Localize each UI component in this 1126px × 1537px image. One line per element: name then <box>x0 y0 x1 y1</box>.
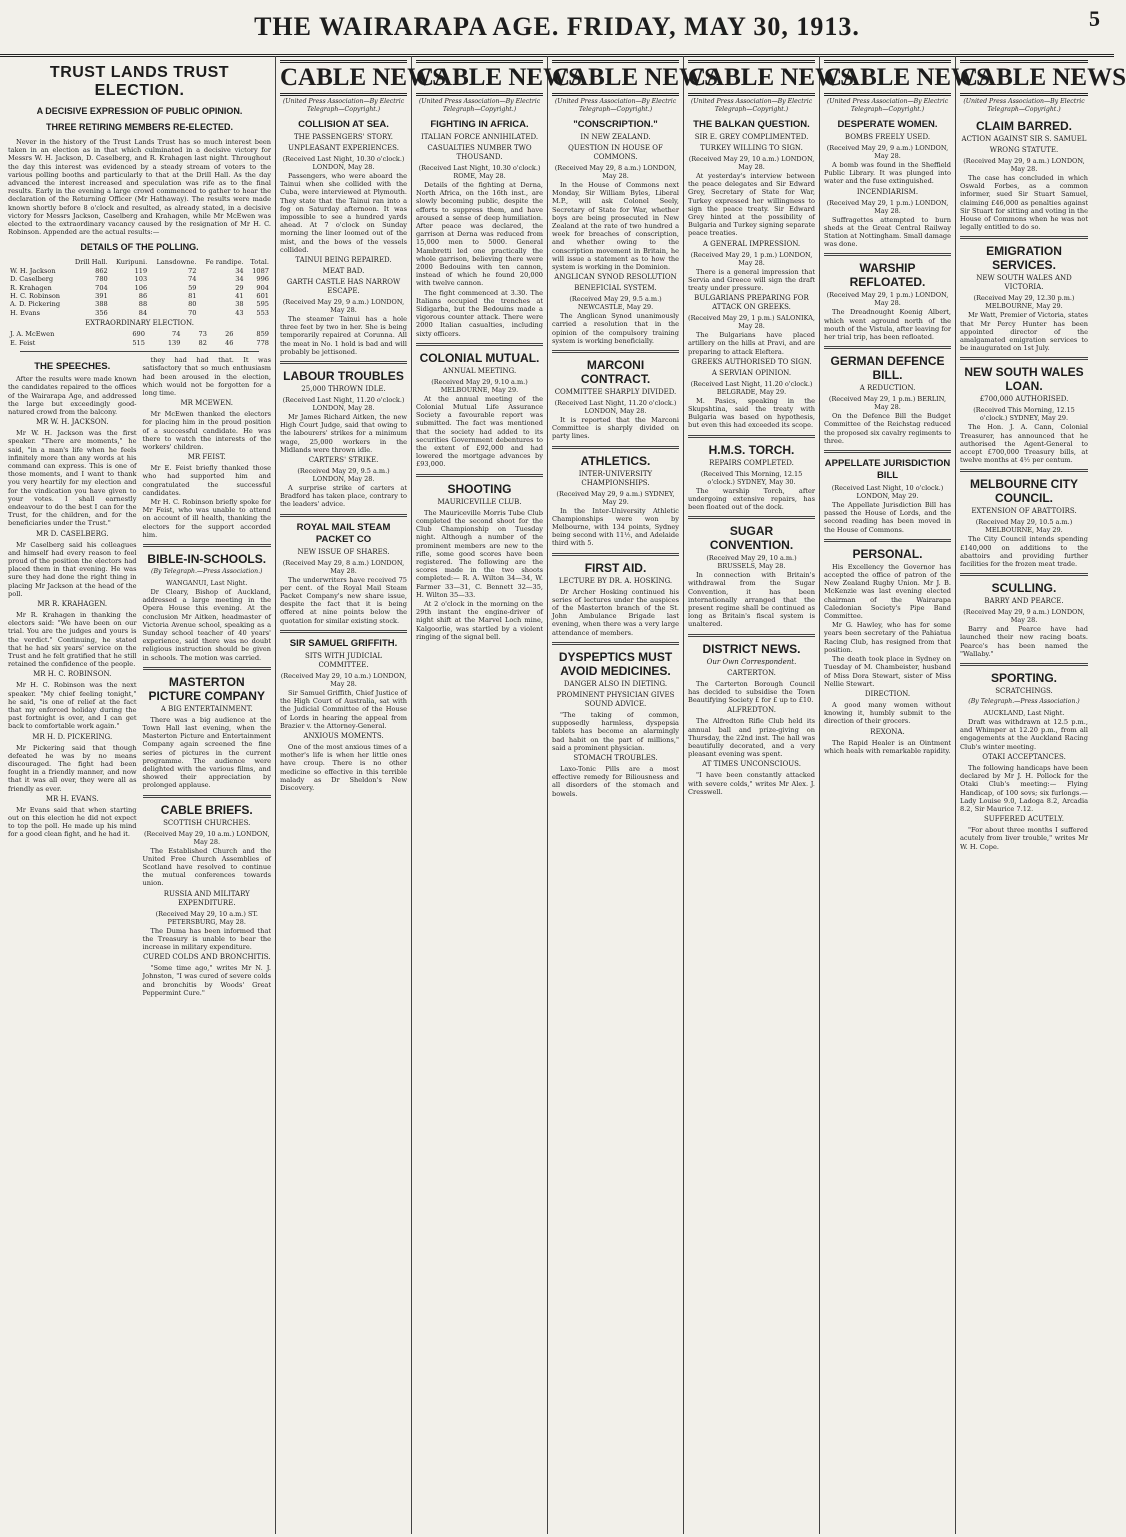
sub-heading: EXTENSION OF ABATTOIRS. <box>971 507 1077 516</box>
paragraph: The Dreadnought Koenig Albert, which went aground north of the mouth of the Vistula, after leaving for her trial trip, has been refloated. <box>824 308 951 342</box>
column-cable-3 <box>548 56 719 1534</box>
sub-heading: A SERVIAN OPINION. <box>711 368 792 377</box>
paragraph: Suffragettes attempted to burn sheds at the Great Central Railway Station at Nottingham. Small damage was done. <box>824 215 951 249</box>
paragraph: The Duma has been informed that the Treasury is unable to bear the increase in military expenditure. <box>142 926 271 952</box>
table-row: D. Caselberg 780 103 74 34 996 <box>10 275 269 284</box>
sub-heading: RUSSIA AND MILITARY EXPENDITURE. <box>163 889 250 907</box>
sub-heading: ANXIOUS MOMENTS. <box>303 731 384 740</box>
dateline: (Received Last Night, 11.20 o'clock.) LONDON, May 28. <box>554 399 677 416</box>
paragraph: After the results were made known the candidates repaired to the offices of the Wairarapa Age, and addressed the large but exceedingly good-natured crowd from the balcony. <box>8 375 137 416</box>
paragraph: His Excellency the Governor has accepted the office of patron of the New Zealand Rugby Union. Mr J. B. McKenzie was last evening elected chairman of the Wairarapa Caledonian Society's Pipe Band Committee. <box>824 562 951 621</box>
paragraph: At yesterday's interview between the peace delegates and Sir Edward Grey, Secretary of State for War, Turkey expressed her willingness to sign the peace treaty. Sir Edward Grey hinted at the possibility of Bulgaria and Turkey signing separate peace treaties. <box>688 172 815 238</box>
credit-line: (United Press Association—By Electric Telegraph—Copyright.) <box>282 98 405 113</box>
dateline: (Received Last Night, 10.30 o'clock.) ROME, May 28. <box>418 164 541 180</box>
cable-news-heading: CABLE NEWS <box>416 60 543 96</box>
dateline: AUCKLAND, Last Night. <box>983 709 1065 718</box>
sub-heading: ANNUAL MEETING. <box>442 366 517 375</box>
sub-heading: SCOTTISH CHURCHES. <box>163 818 251 827</box>
paragraph: Mr G. Hawley, who has for some years been secretary of the Pahiatua Racing Club, has resigned from that position. <box>824 621 951 654</box>
sub-heading: MEAT BAD. <box>322 267 365 276</box>
paragraph: Mr Caselberg said his colleagues and himself had every reason to feel proud of the position the electors had placed them in that evening. He was sure they had done the right thing in placing Mr Jackson at the head of the poll. <box>8 540 137 598</box>
article-subtitle: A DECISIVE EXPRESSION OF PUBLIC OPINION. <box>36 106 243 116</box>
dateline: (Received May 29, 1 p.m.) LONDON, May 28. <box>690 250 813 267</box>
dateline: (Received May 29, 10 a.m.) ST. PETERSBURG, May 28. <box>155 909 258 926</box>
section-heading: DYSPEPTICS MUST AVOID MEDICINES. <box>558 649 673 678</box>
paragraph: The fight commenced at 3.30. The Italians occupied the trenches at Sidigarba, but the Bedouins made a vigorous counter attack. There were 2000 Italian casualties, including sixty officers. <box>416 288 543 338</box>
dateline: (Received Last Night, 10.30 o'clock.) LONDON, May 28. <box>282 155 405 171</box>
sub-heading: QUESTION IN HOUSE OF COMMONS. <box>568 144 663 161</box>
paragraph: The Appellate Jurisdiction Bill has passed the House of Lords, and the second reading has been moved in the House of Commons. <box>824 501 951 534</box>
section-heading: H.M.S. TORCH. <box>708 442 795 457</box>
sub-heading: BOMBS FREELY USED. <box>844 133 931 141</box>
sub-heading: UNPLEASANT EXPERIENCES. <box>288 144 399 152</box>
section-heading: SUGAR CONVENTION. <box>709 524 794 553</box>
dateline: (Received May 29, 10 a.m.) LONDON, May 28. <box>280 671 407 688</box>
paragraph: The Hon. J. A. Cann, Colonial Treasurer, has announced that he authorised the Agent-General to accept £700,000 Treasury bills, at twelve months at 4½ per centum. <box>960 423 1088 465</box>
sub-heading: STOMACH TROUBLES. <box>573 753 658 762</box>
paragraph: Mr H. C. Robinson was the next speaker. "My chief feeling tonight," he said, "is one of relief at the fact that my enforced holiday during the past fortnight is over, and I can get back to comfortable work again." <box>8 681 137 731</box>
sub-heading: SUFFERED ACUTELY. <box>984 815 1064 824</box>
section-heading: MELBOURNE CITY COUNCIL. <box>970 477 1078 506</box>
paragraph: In connection with Britain's withdrawal from the Sugar Convention, it has been internationally arranged that the present regime shall be continued as long as Britain's fiscal system is unaltered. <box>688 571 815 629</box>
dateline: (Received May 29, 10 a.m.) LONDON, May 28. <box>688 155 815 171</box>
sub-heading: A REDUCTION. <box>859 384 916 393</box>
sub-heading: BARRY AND PEARCE. <box>984 597 1064 606</box>
section-heading: MARCONI CONTRACT. <box>580 358 651 387</box>
column-cable-4 <box>684 56 855 1534</box>
sub-heading: GARTH CASTLE HAS NARROW ESCAPE. <box>286 278 401 296</box>
section-heading: ATHLETICS. <box>580 453 651 468</box>
paragraph: Mr E. Feist briefly thanked those who had supported him and congratulated the successful candidates. <box>142 464 271 497</box>
paragraph: Mr McEwen thanked the electors for placing him in the proud position of a successful candidate. He was there to watch the interests of the workers' children. <box>142 410 271 451</box>
sub-heading: TAINUI BEING REPAIRED. <box>295 256 392 265</box>
dateline: (Received May 29, 9 a.m.) LONDON, May 28. <box>963 608 1085 625</box>
dateline: (Received May 29, 9 a.m.) SYDNEY, May 29. <box>556 489 675 506</box>
column-cable-1 <box>276 56 447 1534</box>
sub-heading: NEW SOUTH WALES AND VICTORIA. <box>976 274 1072 292</box>
sub-heading: CURED COLDS AND BRONCHITIS. <box>142 953 271 962</box>
section-heading: COLLISION AT SEA. <box>298 119 389 130</box>
dateline: (Received May 29, 1 p.m.) LONDON, May 28. <box>826 291 949 308</box>
table-header: Drill Hall. Kuripuni. Lansdowne. Fe randipe. Total. <box>74 258 269 267</box>
section-heading: MASTERTON PICTURE COMPANY <box>148 674 265 703</box>
sub-heading: BENEFICIAL SYSTEM. <box>574 284 657 293</box>
section-heading: DESPERATE WOMEN. <box>837 119 938 130</box>
column-cable-6 <box>956 56 1126 1534</box>
column-cable-2 <box>412 56 583 1534</box>
section-heading: CLAIM BARRED. <box>976 119 1072 133</box>
newspaper-title: THE WAIRARAPA AGE. FRIDAY, MAY 30, 1913. <box>254 12 860 41</box>
paragraph: On the Defence Bill the Budget Committee of the Reichstag reduced the proposed six cavalry regiments to three. <box>824 412 951 445</box>
dateline: (Received May 29, 9 a.m.) LONDON, May 28. <box>282 298 405 315</box>
dateline: (Received May 29, 1 p.m.) LONDON, May 28. <box>826 198 949 215</box>
paragraph: A bomb was found in the Sheffield Public Library. It was plunged into water and the fuse extinguished. <box>824 161 951 186</box>
sub-heading: INTER-UNIVERSITY CHAMPIONSHIPS. <box>578 469 653 487</box>
dateline: (Received May 29, 9 a.m.) LONDON, May 28. <box>826 144 949 160</box>
sub-heading: NEW ISSUE OF SHARES. <box>297 547 390 556</box>
speeches-right <box>143 356 272 998</box>
section-heading: WARSHIP REFLOATED. <box>849 261 926 290</box>
paragraph: M. Pasics, speaking in the Skupshtina, said the treaty with Bulgaria was based on hypothesis, but even this had exceeded its scope. <box>688 396 815 430</box>
sub-heading: ALFREDTON. <box>727 706 776 715</box>
sub-heading: AT TIMES UNCONSCIOUS. <box>702 760 801 769</box>
speeches-columns <box>8 356 271 998</box>
credit-line: (United Press Association—By Electric Telegraph—Copyright.) <box>826 98 949 113</box>
section-heading: APPELLATE JURISDICTION BILL <box>824 458 951 482</box>
paragraph: The Bulgarians have placed artillery on the hills at Pravi, and are preparing to attack Eleftera. <box>688 331 815 356</box>
paragraph: A good many women without knowing it, humbly submit to the direction of their grocers. <box>824 700 951 726</box>
paragraph: In the House of Commons next Monday, Sir William Byles, Liberal M.P., will ask Colonel Seely, Secretary of State for War, whether boys are being prosecuted in New Zealand at the rate of two hundred a week for breaches of conscription, and whether owing to the conscription movement in Britain, he will issue a statement as to how the system is working in the Dominion. <box>552 181 679 272</box>
dateline: (Received May 29, 9.5 a.m.) LONDON, May 28. <box>297 467 390 484</box>
sub-heading: £700,000 AUTHORISED. <box>979 395 1069 404</box>
credit-line: (United Press Association—By Electric Telegraph—Copyright.) <box>418 98 541 113</box>
paragraph: Passengers, who were aboard the Tainui when she collided with the Cuba, were interviewed at Plymouth. They state that the Tainui ran into a fog on Saturday afternoon. It was impossible to see a hundred yards ahead. At 7 o'clock on Sunday morning the liner loomed out of the mist, and the bows of the vessels collided. <box>280 172 407 254</box>
credit-line: (United Press Association—By Electric Telegraph—Copyright.) <box>963 98 1085 113</box>
paragraph: The Alfredton Rifle Club held its annual ball and prize-giving on Thursday, the 22nd inst. The hall was beautifully decorated, and a very pleasant evening was spent. <box>688 717 815 759</box>
paragraph: There is a general impression that Servia and Greece will sign the draft treaty under pressure. <box>688 267 815 293</box>
paragraph: At the annual meeting of the Colonial Mutual Life Assurance Society a favourable report was submitted. The fact was mentioned that the society had added to its securities Government debentures to the extent of £92,000 and had lowered the mortgage advances by £93,000. <box>416 394 543 469</box>
paragraph: Mr Evans said that when starting out on this election he did not expect to top the poll. He made up his mind for a good clean fight, and he had it. <box>8 805 137 839</box>
paragraph: Barry and Pearce have had launched their new racing boats. Pearce's has been named the "Wallaby." <box>960 625 1088 658</box>
section-heading: SCULLING. <box>991 581 1057 596</box>
paragraph: There was a big audience at the Town Hall last evening, when the Masterton Picture and Entertainment Company again screened the fine series of pictures in the current programme. The audience were delighted with the various films, and showed their appreciation by prolonged applause. <box>142 715 271 790</box>
paragraph: Mr James Richard Aitken, the new High Court Judge, said that owing to the labourers' strikes for a minimum wage, 25,000 workers in the Midlands were thrown idle. <box>280 413 407 454</box>
paragraph: One of the most anxious times of a mother's life is when her little ones have croup. There is no other medicine so effective in this terrible malady as Dr Sheldon's New Discovery. <box>280 742 407 792</box>
dateline: (Received Last Night, 11.20 o'clock.) BELGRADE, May 29. <box>690 379 813 396</box>
paragraph: "The taking of common, supposedly harmless, dyspepsia tablets has become an alarmingly bad habit on the part of millions," said a prominent physician. <box>552 710 679 752</box>
paragraph: "Some time ago," writes Mr N. J. Johnston, "I was cured of severe colds and bronchitis by Woods' Great Peppermint Cure." <box>142 964 271 997</box>
sub-heading: ANGLICAN SYNOD RESOLUTION <box>554 273 677 282</box>
sub-heading: THE PASSENGERS' STORY. <box>293 133 394 141</box>
sub-heading: LECTURE BY DR. A. HOSKING. <box>558 576 673 585</box>
paragraph: The warship Torch, after undergoing extensive repairs, has been floated out of the dock. <box>688 486 815 512</box>
section-heading: CABLE BRIEFS. <box>160 802 253 817</box>
credit-line: (United Press Association—By Electric Telegraph—Copyright.) <box>690 98 813 113</box>
dateline: (Received Last Night, 11.20 o'clock.) LONDON, May 28. <box>282 396 405 413</box>
sub-heading: COMMITTEE SHARPLY DIVIDED. <box>554 388 677 397</box>
credit-line: (By Telegraph.—Press Association.) <box>968 698 1080 706</box>
paragraph: Laxo-Tonic Pills are a most effective remedy for Biliousness and all disorders of the stomach and bowels. <box>552 764 679 798</box>
section-heading: NEW SOUTH WALES LOAN. <box>964 365 1084 394</box>
columns <box>4 56 1126 1534</box>
paragraph: The case has concluded in which Oswald Forbes, as a common informer, sued Sir Stuart Samuel, claiming £46,000 as penalties against Sir Stuart for sitting and voting in the House of Commons when he was not legally entitled to do so. <box>960 174 1088 232</box>
cable-news-heading: CABLE NEWS <box>552 60 679 96</box>
section-heading: ROYAL MAIL STEAM PACKET CO <box>296 521 391 545</box>
sub-heading: ACTION AGAINST SIR S. SAMUEL <box>961 135 1087 143</box>
paragraph: Dr Archer Hosking continued his series of lectures under the auspices of the Masterton branch of the St. John Ambulance Brigade last evening, when there was a very large attendance of members. <box>552 587 679 637</box>
dateline: (Received May 29, 8 a.m.) LONDON, May 28. <box>554 164 677 180</box>
extraordinary-title: EXTRAORDINARY ELECTION. <box>85 319 194 328</box>
paragraph: The Anglican Synod unanimously carried a resolution that in the opinion of the compulsory training system is working beneficially. <box>552 312 679 345</box>
speaker-heading: MR R. KRAHAGEN. <box>37 599 108 608</box>
section-heading: THE SPEECHES. <box>34 361 111 373</box>
speaker-heading: MR FEIST. <box>187 453 226 462</box>
extraordinary-table <box>8 330 271 347</box>
table-row: E. Feist 515 139 82 46 778 <box>10 338 269 347</box>
speaker-heading: MR D. CASELBERG. <box>35 529 109 538</box>
sub-heading: BULGARIANS PREPARING FOR ATTACK ON GREEKS. <box>694 294 809 312</box>
paragraph: Dr Cleary, Bishop of Auckland, addressed a large meeting in the Opera House this evening. At the conclusion Mr Aitken, headmaster of Victoria Avenue school, speaking as a Sunday school teacher of 40 years' experience, said there was no doubt religious instruction should be given in schools. The motion was carried. <box>142 587 271 662</box>
sub-heading: CARTERTON. <box>727 668 776 677</box>
column-cable-5 <box>820 56 991 1534</box>
dateline: (Received May 29, 9 a.m.) LONDON, May 28. <box>963 157 1085 173</box>
speaker-heading: MR H. C. ROBINSON. <box>33 670 112 679</box>
dateline: (Received May 29, 9.5 a.m.) NEWCASTLE, May 29. <box>569 295 662 312</box>
sub-heading: REPAIRS COMPLETED. <box>709 458 794 467</box>
sub-heading: A BIG ENTERTAINMENT. <box>160 704 253 713</box>
section-heading: SPORTING. <box>990 671 1057 686</box>
section-heading: FIGHTING IN AFRICA. <box>430 119 529 130</box>
cable-news-heading: CABLE NEWS <box>960 60 1088 96</box>
section-heading: BIBLE-IN-SCHOOLS. <box>147 551 267 566</box>
paragraph: The underwriters have received 75 per cent. of the Royal Mail Steam Packet Company's new share issue, despite the fact that it is being offered at nine points below the quotation for similar existing stock. <box>280 575 407 625</box>
speaker-heading: MR H. D. PICKERING. <box>32 732 113 741</box>
sub-heading: GREEKS AUTHORISED TO SIGN. <box>691 357 812 366</box>
section-heading: DISTRICT NEWS. <box>702 641 801 656</box>
sub-heading: CASUALTIES NUMBER TWO THOUSAND. <box>427 144 532 161</box>
paragraph: Mr W. H. Jackson was the first speaker. "There are moments," he said, "in a man's life when he feels infinitely more than any words at his command can express. This is one of those moments, and I want to thank you very heartily for my election and for the vindication you have given to your votes. I shall earnestly endeavour to do the best I can for the Trust, for the children, and for the beneficiaries under the Trust." <box>8 429 137 528</box>
paragraph: The steamer Tainui has a hole three feet by two in her. She is being temporarily repaired at Corunna. All the meat in No. 1 hold is bad and will probably be jettisoned. <box>280 315 407 356</box>
polling-table <box>8 258 271 317</box>
sub-heading: SCRATCHINGS. <box>995 687 1053 696</box>
column-election <box>4 56 276 1534</box>
dateline: (Received May 29, 10.5 a.m.) MELBOURNE, May 29. <box>975 518 1073 535</box>
dateline: (Received This Morning, 12.15 o'clock.) SYDNEY, May 29. <box>973 406 1075 423</box>
article-title: TRUST LANDS TRUST ELECTION. <box>49 64 230 99</box>
dateline: (Received May 29, 1 p.m.) SALONIKA, May 28. <box>688 314 815 331</box>
paragraph: "I have been constantly attacked with severe colds," writes Mr Alex. J. Cresswell. <box>688 771 815 796</box>
speaker-heading: MR W. H. JACKSON. <box>35 418 109 427</box>
sub-heading: SITS WITH JUDICIAL COMMITTEE. <box>304 651 383 669</box>
section-heading: PERSONAL. <box>852 546 923 561</box>
masthead <box>0 0 1114 57</box>
sub-heading: A GENERAL IMPRESSION. <box>702 239 801 248</box>
sub-heading: Our Own Correspondent. <box>706 657 797 666</box>
paragraph: The Mauriceville Morris Tube Club completed the second shoot for the Club Championship on Tuesday night. Although a number of the prominent members are new to the rifle, some good scores have been registered. The following are the scores made in the two shoots completed:— R. A. Wilton 34—34, W. Farmer 33—31, C. Bennett 32—35, H. Wilton 35—33. <box>416 508 543 599</box>
sub-heading: PROMINENT PHYSICIAN GIVES SOUND ADVICE. <box>556 690 675 708</box>
paragraph: Mr R. Krahagen in thanking the electors said: "We have been on our trial. You are the judges and yours is the verdict." Continuing, he stated that he had six years' service on the Trust and he felt gratified that he still retained the confidence of the people. <box>8 610 137 669</box>
paragraph: Details of the fighting at Derna, North Africa, on the 16th inst., are slowly becoming public, despite the efforts to suppress them, and have aroused a sense of deep humiliation. After peace was declared, the garrison at Derna was reduced from 15,000 men to 5000. General Mambretti led one practically the whole garrison, believing there were 2000 Bedouins with ten cannon, instead of which he found 20,000 with twelve cannon. <box>416 181 543 288</box>
speeches-left <box>8 356 137 998</box>
sub-heading: WRONG STATUTE. <box>989 146 1059 154</box>
paragraph: A surprise strike of carters at Bradford has taken place, contrary to the leaders' advice. <box>280 484 407 509</box>
section-heading: COLONIAL MUTUAL. <box>419 350 540 365</box>
paragraph: The death took place in Sydney on Tuesday of M. Chambeister, husband of Miss Dora Stewart, sister of Miss Nellie Stewart. <box>824 655 951 688</box>
sub-heading: REXONA. <box>870 727 905 736</box>
paragraph: Draft was withdrawn at 12.5 p.m., and Whimper at 12.20 p.m., from all engagements at the Auckland Racing Club's winter meeting. <box>960 718 1088 751</box>
sub-heading: TURKEY WILLING TO SIGN. <box>700 144 803 152</box>
paragraph: they had had that. It was satisfactory that so much enthusiasm had been aroused in the election, which would not be forgotten for a long time. <box>142 356 271 397</box>
section-heading: GERMAN DEFENCE BILL. <box>830 354 945 383</box>
sub-heading: INCENDIARISM. <box>856 187 919 196</box>
paragraph: Mr H. C. Robinson briefly spoke for Mr Feist, who was unable to attend on account of ill health, thanking the electors for the support accorded him. <box>142 497 271 539</box>
sub-heading: IN NEW ZEALAND. <box>580 133 651 141</box>
sub-heading: SIR E. GREY COMPLIMENTED. <box>694 133 809 141</box>
paragraph: Mr Watt, Premier of Victoria, states that Mr Percy Hunter has been appointed director of the amalgamated emigration services to be inaugurated on 1st July. <box>960 311 1088 353</box>
dateline: (Received Last Night, 10 o'clock.) LONDON, May 29. <box>831 484 944 501</box>
sub-heading: ITALIAN FORCE ANNIHILATED. <box>420 133 539 141</box>
credit-line: (By Telegraph.—Press Association.) <box>151 567 263 575</box>
section-heading: "CONSCRIPTION." <box>573 119 658 130</box>
table-row: H. C. Robinson 391 86 81 41 601 <box>10 292 269 301</box>
paragraph: It is reported that the Marconi Committee is sharply divided on party lines. <box>552 416 679 441</box>
paragraph: The Carterton Borough Council has decided to subsidise the Town Beautifying Society £ for £ up to £10. <box>688 679 815 705</box>
section-heading: SIR SAMUEL GRIFFITH. <box>289 637 398 649</box>
dateline: WANGANUI, Last Night. <box>166 578 248 587</box>
credit-line: (United Press Association—By Electric Telegraph—Copyright.) <box>554 98 677 113</box>
cable-news-heading: CABLE NEWS <box>824 60 951 96</box>
page-number: 5 <box>1089 6 1100 31</box>
paragraph: The Established Church and the United Free Church Assemblies of Scotland have resolved to continue the mutual conferences towards union. <box>142 846 271 888</box>
section-heading: FIRST AID. <box>584 560 647 575</box>
article-intro: Never in the history of the Trust Lands Trust has so much interest been taken in an election as in that which culminated in a decisive victory for Messrs W. H. Jackson, D. Caselberg, and R. Krahagen last night. Throughout the day this interest was evidenced by a steady stream of voters to the various polling booths and particularly to that at the Drill Hall. As the day advanced the interest increased and speculation was rife as to the final results. Early in the evening a large crowd commenced to gather to hear the declaration of the Returning Officer (Mr Hathaway). The results were made known shortly before 8 o'clock and resulted, as already stated, in a decisive victory for Messrs Jackson, Caselberg and Krahagen, while Mr McEwen was elected to the extraordinary vacancy caused by the resignation of Mr H. C. Robinson. Appended are the actual results:— <box>8 138 271 237</box>
dateline: (Received May 29, 1 p.m.) BERLIN, May 28. <box>828 395 947 412</box>
paragraph: Mr Pickering said that though defeated he was by no means discouraged. The fight had been fought in a friendly manner, and now that it was all over, they were all as friendly as ever. <box>8 743 137 793</box>
table-row: W. H. Jackson 862 119 72 34 1087 <box>10 266 269 275</box>
dateline: (Received May 29, 10 a.m.) LONDON, May 28. <box>143 829 270 846</box>
speaker-heading: MR MCEWEN. <box>180 399 233 408</box>
paragraph: The following handicaps have been declared by Mr J. H. Pollock for the Otaki Club's meeting:— Flying Handicap, of 100 sovs; six furlongs.—Lady Louise 9.0, Ladoga 8.2, Arcadia 8.2, Sir Maurice 7.12. <box>960 763 1088 813</box>
dateline: (Received May 29, 8 a.m.) LONDON, May 28. <box>282 558 405 575</box>
speaker-heading: MR H. EVANS. <box>45 794 99 803</box>
polling-title: DETAILS OF THE POLLING. <box>80 242 199 253</box>
section-heading: LABOUR TROUBLES <box>283 369 404 384</box>
sub-heading: MAURICEVILLE CLUB. <box>437 497 522 506</box>
table-row: H. Evans 356 84 70 43 553 <box>10 308 269 317</box>
dateline: (Received May 29, 12.30 p.m.) MELBOURNE, May 29. <box>973 294 1075 311</box>
table-row: A. D. Pickering 388 88 80 38 595 <box>10 300 269 309</box>
section-heading: EMIGRATION SERVICES. <box>986 244 1062 273</box>
sub-heading: 25,000 THROWN IDLE. <box>301 385 386 394</box>
paragraph: "For about three months I suffered acutely from liver trouble," writes Mr W. H. Cope. <box>960 826 1088 851</box>
dateline: (Received This Morning, 12.15 o'clock.) SYDNEY, May 30. <box>700 469 803 486</box>
sub-heading: DIRECTION. <box>864 689 911 698</box>
paragraph: In the Inter-University Athletic Championships were won by Melbourne, with 134 points, Sydney being second with 11½, and Adelaide third with 5. <box>552 506 679 548</box>
paragraph: The Rapid Healer is an Ointment which heals with remarkable rapidity. <box>824 738 951 755</box>
sub-heading: OTAKI ACCEPTANCES. <box>982 752 1066 761</box>
cable-news-heading: CABLE NEWS <box>688 60 815 96</box>
sub-heading: CARTERS' STRIKE. <box>308 456 379 465</box>
table-row: R. Krahagen 704 106 59 29 904 <box>10 283 269 292</box>
dateline: (Received May 29, 10 a.m.) BRUSSELS, May 28. <box>706 554 797 571</box>
section-heading: SHOOTING <box>447 481 512 496</box>
paragraph: Sir Samuel Griffith, Chief Justice of the High Court of Australia, sat with the Judicial Committee of the House of Lords in hearing the appeal from Brazier v. the Attorney-General. <box>280 688 407 730</box>
paragraph: The City Council intends spending £140,000 on additions to the abattoirs and providing further facilities for the frozen meat trade. <box>960 535 1088 569</box>
sub-heading: DANGER ALSO IN DIETING. <box>563 679 668 688</box>
section-heading: THE BALKAN QUESTION. <box>693 119 810 130</box>
cable-news-heading: CABLE NEWS <box>280 60 407 96</box>
paragraph: At 2 o'clock in the morning on the 29th instant the engine-driver of night shift at the Marvel Loch mine, Kalgoorlie, was startled by a violent ringing of the signal bell. <box>416 599 543 641</box>
article-subtitle: THREE RETIRING MEMBERS RE-ELECTED. <box>45 122 233 132</box>
dateline: (Received May 29, 9.10 a.m.) MELBOURNE, May 29. <box>431 377 528 394</box>
table-row: J. A. McEwen 690 74 73 26 859 <box>10 330 269 339</box>
